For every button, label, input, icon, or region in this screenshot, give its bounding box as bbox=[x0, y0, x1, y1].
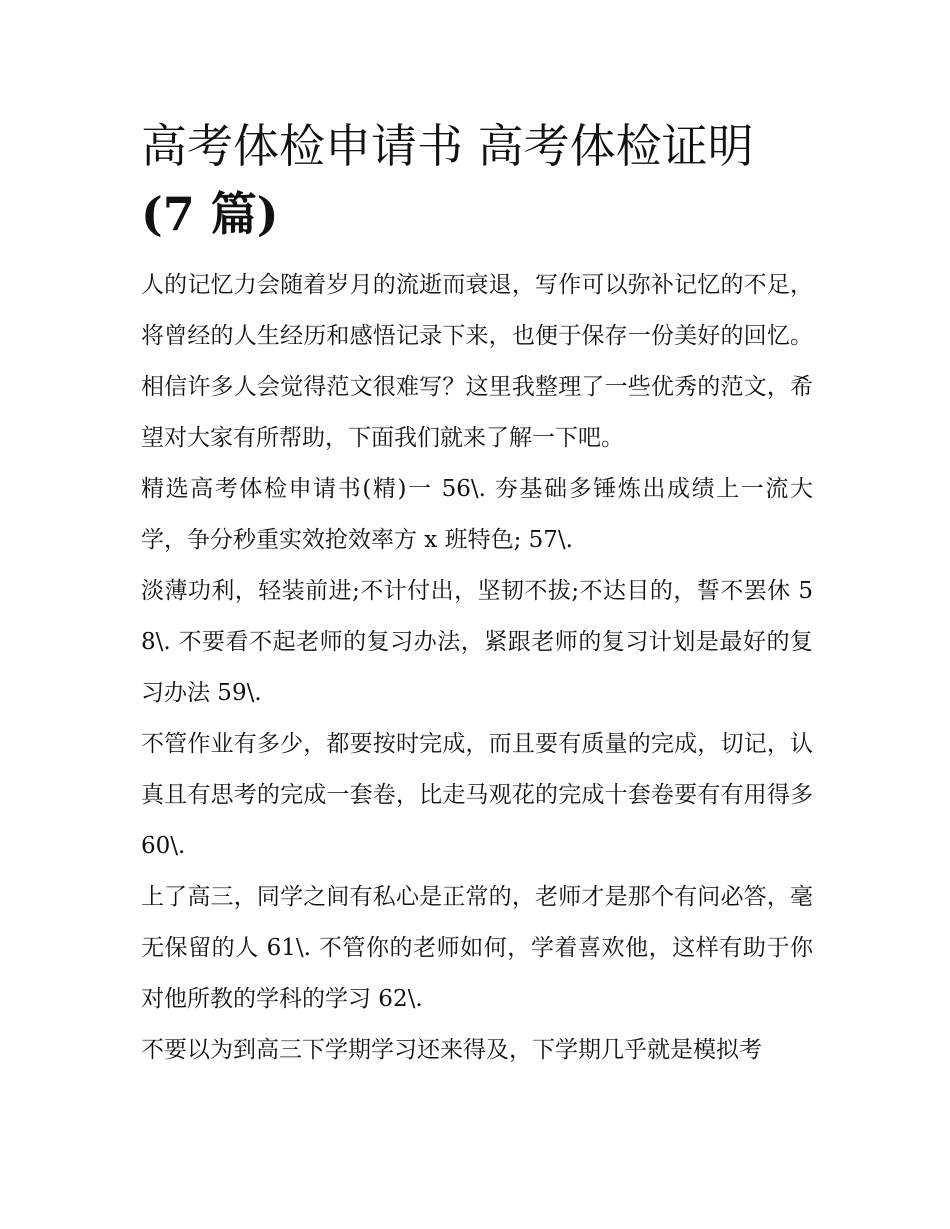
paragraph-4: 上了高三，同学之间有私心是正常的，老师才是那个有问必答，毫无保留的人 61\. 不管你的老师如何，学着喜欢他，这样有助于你对他所教的学科的学习 62\. bbox=[141, 884, 813, 1012]
title-line-2-rest: 篇) bbox=[194, 187, 279, 241]
paragraph-1: 精选高考体检申请书(精)一 56\. 夯基础多锤炼出成绩上一流大学，争分秒重实效抢效率方 x 班特色; 57\. bbox=[141, 476, 813, 553]
document-body bbox=[141, 112, 813, 1076]
title-line-1: 高考体检申请书 高考体检证明 bbox=[141, 119, 754, 173]
title-count: 7 bbox=[162, 187, 195, 241]
paragraph-intro: 人的记忆力会随着岁月的流逝而衰退，写作可以弥补记忆的不足，将曾经的人生经历和感悟记录下来，也便于保存一份美好的回忆。相信许多人会觉得范文很难写？这里我整理了一些优秀的范文，希望对大家有所帮助，下面我们就来了解一下吧。 bbox=[141, 272, 813, 451]
title-paren-open: ( bbox=[141, 187, 163, 241]
paragraph-3: 不管作业有多少，都要按时完成，而且要有质量的完成，切记，认真且有思考的完成一套卷，比走马观花的完成十套卷要有有用得多 60\. bbox=[141, 731, 813, 859]
paragraph-5: 不要以为到高三下学期学习还来得及，下学期几乎就是模拟考 bbox=[141, 1037, 762, 1063]
paragraph-2: 淡薄功利，轻装前进;不计付出，坚韧不拔;不达目的，誓不罢休 58\. 不要看不起老师的复习办法，紧跟老师的复习计划是最好的复习办法 59\. bbox=[141, 578, 813, 706]
document-title bbox=[141, 112, 813, 248]
